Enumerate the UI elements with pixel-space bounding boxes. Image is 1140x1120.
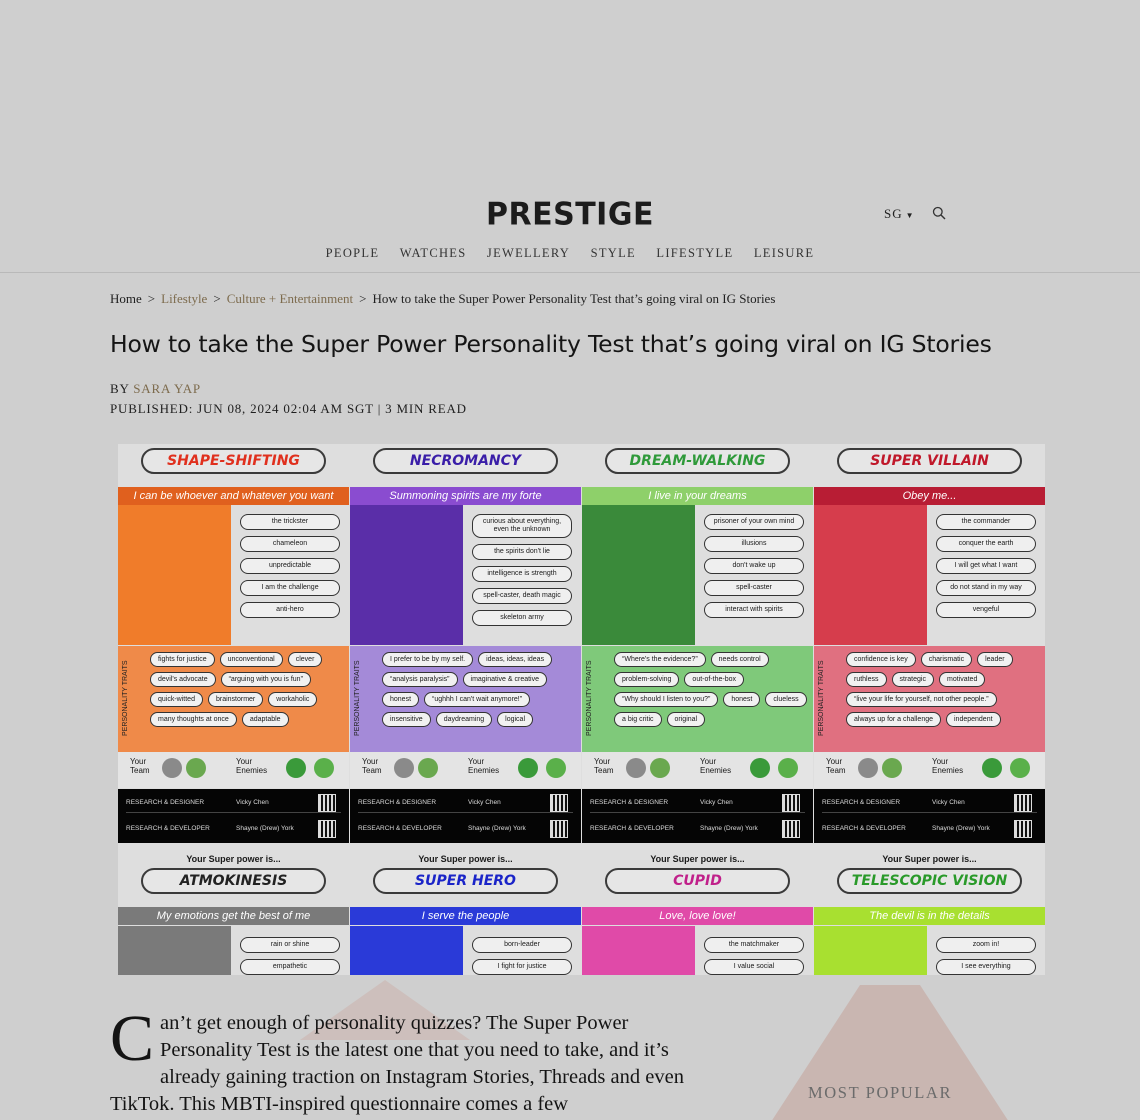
power-tag: conquer the earth: [936, 536, 1036, 552]
power-title: SUPER VILLAIN: [837, 448, 1022, 474]
trait-pill: problem-solving: [614, 672, 679, 687]
published-date: PUBLISHED: JUN 08, 2024 02:04 AM SGT | 3 MIN READ: [110, 401, 467, 416]
power-tag: the commander: [936, 514, 1036, 530]
team-icon: [394, 758, 414, 778]
team-row: [814, 752, 1045, 788]
enemy-icon: [286, 758, 306, 778]
trait-pill: insensitive: [382, 712, 431, 727]
credit-row: [126, 819, 341, 839]
power-tag: born-leader: [472, 937, 572, 953]
nav-people[interactable]: PEOPLE: [325, 246, 380, 260]
breadcrumb-current: How to take the Super Power Personality Test that’s going viral on IG Stories: [372, 291, 776, 306]
power-illustration: [814, 926, 927, 975]
power-illustration: [350, 926, 463, 975]
trait-pill: independent: [946, 712, 1001, 727]
power-illustration: [118, 926, 231, 975]
credit-row: [358, 793, 573, 813]
hero-image: [118, 444, 1045, 975]
traits-label: PERSONALITY TRAITS: [586, 660, 593, 736]
power-tags: [240, 514, 340, 624]
power-tag: spell-caster, death magic: [472, 588, 572, 604]
trait-pill: clever: [288, 652, 323, 667]
ad-space: [0, 0, 1140, 185]
power-title: TELESCOPIC VISION: [837, 868, 1022, 894]
team-icon: [186, 758, 206, 778]
personality-traits: [582, 646, 813, 752]
trait-pill: ruthless: [846, 672, 887, 687]
power-tag: don't wake up: [704, 558, 804, 574]
super-power-is-label: Your Super power is...: [882, 854, 977, 864]
enemy-icon: [778, 758, 798, 778]
trait-pill: imaginative & creative: [463, 672, 547, 687]
enemy-icon: [546, 758, 566, 778]
enemy-icon: [518, 758, 538, 778]
power-tag: the matchmaker: [704, 937, 804, 953]
breadcrumb-home[interactable]: Home: [110, 291, 142, 306]
power-tags: [936, 937, 1036, 975]
nav-leisure[interactable]: LEISURE: [753, 246, 815, 260]
credit-name: Shayne (Drew) York: [236, 825, 294, 832]
power-panel: [582, 444, 813, 975]
power-tagline: My emotions get the best of me: [118, 907, 349, 925]
power-illustration: [582, 926, 695, 975]
team-icon: [858, 758, 878, 778]
personality-traits: [118, 646, 349, 752]
trait-pill: “Why should I listen to you?”: [614, 692, 718, 707]
trait-pill: many thoughts at once: [150, 712, 237, 727]
trait-pill: “live your life for yourself, not other people.”: [846, 692, 997, 707]
trait-pill: logical: [497, 712, 533, 727]
power-tag: the trickster: [240, 514, 340, 530]
breadcrumb-culture[interactable]: Culture + Entertainment: [226, 291, 354, 306]
nav-lifestyle[interactable]: LIFESTYLE: [656, 246, 734, 260]
site-header: [0, 185, 1140, 273]
trait-pill: “Where's the evidence?”: [614, 652, 706, 667]
enemy-icon: [314, 758, 334, 778]
most-popular-heading: MOST POPULAR: [808, 1083, 953, 1102]
nav-jewellery[interactable]: JEWELLERY: [486, 246, 571, 260]
power-title: DREAM-WALKING: [605, 448, 790, 474]
power-tag: prisoner of your own mind: [704, 514, 804, 530]
power-tags: [704, 514, 804, 624]
power-tags: [704, 937, 804, 975]
qr-code-icon: [1015, 795, 1031, 811]
power-tag: I will get what I want: [936, 558, 1036, 574]
power-title: NECROMANCY: [373, 448, 558, 474]
enemy-icon: [982, 758, 1002, 778]
power-tags: [472, 514, 572, 632]
article-intro: [110, 1002, 710, 1118]
power-tag: vengeful: [936, 602, 1036, 618]
breadcrumb-lifestyle[interactable]: Lifestyle: [161, 291, 208, 306]
credit-row: [822, 793, 1037, 813]
intro-text: an’t get enough of personality quizzes? The Super Power Personality Test is the latest one that you need to take, and it’s already gaining traction on Instagram Stories, Threads and even TikTok. This MBTI-inspired questionnaire comes a few: [110, 1012, 684, 1115]
qr-code-icon: [1015, 821, 1031, 837]
trait-pill: out-of-the-box: [684, 672, 744, 687]
power-tag: unpredictable: [240, 558, 340, 574]
qr-code-icon: [551, 795, 567, 811]
trait-pill: original: [667, 712, 706, 727]
trait-pill: fights for justice: [150, 652, 215, 667]
credit-role: RESEARCH & DESIGNER: [358, 799, 437, 806]
trait-pill: “arguing with you is fun”: [221, 672, 311, 687]
region-selector[interactable]: [884, 206, 915, 222]
credit-name: Shayne (Drew) York: [700, 825, 758, 832]
team-icon: [650, 758, 670, 778]
credit-name: Vicky Chen: [236, 799, 269, 806]
enemy-icon: [1010, 758, 1030, 778]
credits-block: [118, 789, 349, 843]
breadcrumb: [110, 291, 775, 307]
power-tagline: I serve the people: [350, 907, 581, 925]
super-power-is-label: Your Super power is...: [418, 854, 513, 864]
qr-code-icon: [319, 795, 335, 811]
dropcap: C: [110, 1002, 155, 1075]
enemy-icon: [750, 758, 770, 778]
qr-code-icon: [551, 821, 567, 837]
credits-block: [814, 789, 1045, 843]
power-tag: I value social: [704, 959, 804, 975]
power-tagline: Love, love love!: [582, 907, 813, 925]
credit-row: [590, 819, 805, 839]
credit-name: Vicky Chen: [932, 799, 965, 806]
trait-pill: quick-witted: [150, 692, 203, 707]
traits-label: PERSONALITY TRAITS: [122, 660, 129, 736]
trait-pill: honest: [382, 692, 419, 707]
power-tags: [472, 937, 572, 975]
traits-grid: [382, 652, 577, 727]
qr-code-icon: [319, 821, 335, 837]
breadcrumb-separator: >: [359, 291, 367, 306]
team-label: Your Team: [130, 757, 150, 775]
team-row: [118, 752, 349, 788]
power-tagline: The devil is in the details: [814, 907, 1045, 925]
trait-pill: “ughhh I can't wait anymore!”: [424, 692, 530, 707]
page-title: How to take the Super Power Personality Test that’s going viral on IG Stories: [110, 330, 992, 358]
trait-pill: “analysis paralysis”: [382, 672, 458, 687]
credit-role: RESEARCH & DEVELOPER: [358, 825, 442, 832]
breadcrumb-separator: >: [213, 291, 221, 306]
credit-row: [358, 819, 573, 839]
credit-role: RESEARCH & DESIGNER: [590, 799, 669, 806]
traits-grid: [614, 652, 809, 727]
trait-pill: I prefer to be by my self.: [382, 652, 473, 667]
personality-traits: [350, 646, 581, 752]
super-power-is-label: Your Super power is...: [650, 854, 745, 864]
power-tag: illusions: [704, 536, 804, 552]
team-icon: [882, 758, 902, 778]
team-label: Your Team: [826, 757, 846, 775]
credit-row: [126, 793, 341, 813]
power-tag: chameleon: [240, 536, 340, 552]
enemies-label: Your Enemies: [236, 757, 268, 775]
trait-pill: unconventional: [220, 652, 283, 667]
power-illustration: [118, 505, 231, 645]
power-title: ATMOKINESIS: [141, 868, 326, 894]
power-panel: [118, 444, 349, 975]
power-tag: zoom in!: [936, 937, 1036, 953]
power-tag: empathetic: [240, 959, 340, 975]
trait-pill: honest: [723, 692, 760, 707]
credit-role: RESEARCH & DEVELOPER: [590, 825, 674, 832]
team-icon: [626, 758, 646, 778]
power-tag: intelligence is strength: [472, 566, 572, 582]
trait-pill: confidence is key: [846, 652, 916, 667]
qr-code-icon: [783, 821, 799, 837]
power-tag: curious about everything, even the unknown: [472, 514, 572, 538]
trait-pill: leader: [977, 652, 1012, 667]
byline: [110, 381, 201, 397]
byline-prefix: BY: [110, 381, 130, 396]
enemies-label: Your Enemies: [468, 757, 500, 775]
power-panel: [350, 444, 581, 975]
author-link[interactable]: SARA YAP: [133, 381, 201, 396]
credit-name: Shayne (Drew) York: [932, 825, 990, 832]
power-tag: I see everything: [936, 959, 1036, 975]
power-tag: anti-hero: [240, 602, 340, 618]
trait-pill: devil's advocate: [150, 672, 216, 687]
team-row: [582, 752, 813, 788]
power-tagline: I live in your dreams: [582, 487, 813, 505]
personality-traits: [814, 646, 1045, 752]
trait-pill: workaholic: [268, 692, 317, 707]
credit-role: RESEARCH & DEVELOPER: [822, 825, 906, 832]
nav-watches[interactable]: WATCHES: [399, 246, 467, 260]
team-icon: [418, 758, 438, 778]
power-title: SHAPE-SHIFTING: [141, 448, 326, 474]
super-power-is-label: Your Super power is...: [186, 854, 281, 864]
chevron-down-icon: ▼: [905, 210, 915, 220]
credit-name: Vicky Chen: [700, 799, 733, 806]
traits-grid: [150, 652, 345, 727]
power-tagline: Obey me...: [814, 487, 1045, 505]
credit-role: RESEARCH & DESIGNER: [126, 799, 205, 806]
trait-pill: clueless: [765, 692, 806, 707]
traits-grid: [846, 652, 1041, 727]
power-tags: [936, 514, 1036, 624]
traits-label: PERSONALITY TRAITS: [818, 660, 825, 736]
trait-pill: charismatic: [921, 652, 972, 667]
power-tags: [240, 937, 340, 975]
power-panel: [814, 444, 1045, 975]
team-label: Your Team: [594, 757, 614, 775]
power-title: CUPID: [605, 868, 790, 894]
power-tagline: I can be whoever and whatever you want: [118, 487, 349, 505]
trait-pill: brainstormer: [208, 692, 263, 707]
team-row: [350, 752, 581, 788]
credits-block: [350, 789, 581, 843]
traits-label: PERSONALITY TRAITS: [354, 660, 361, 736]
power-tag: skeleton army: [472, 610, 572, 626]
team-icon: [162, 758, 182, 778]
power-illustration: [582, 505, 695, 645]
credit-role: RESEARCH & DEVELOPER: [126, 825, 210, 832]
trait-pill: adaptable: [242, 712, 289, 727]
credit-row: [590, 793, 805, 813]
power-tag: do not stand in my way: [936, 580, 1036, 596]
credit-role: RESEARCH & DESIGNER: [822, 799, 901, 806]
trait-pill: a big critic: [614, 712, 662, 727]
power-tag: rain or shine: [240, 937, 340, 953]
qr-code-icon: [783, 795, 799, 811]
breadcrumb-separator: >: [147, 291, 156, 306]
team-label: Your Team: [362, 757, 382, 775]
trait-pill: needs control: [711, 652, 769, 667]
enemies-label: Your Enemies: [700, 757, 732, 775]
main-nav: [0, 246, 1140, 261]
power-tagline: Summoning spirits are my forte: [350, 487, 581, 505]
power-illustration: [350, 505, 463, 645]
trait-pill: strategic: [892, 672, 934, 687]
power-tag: spell-caster: [704, 580, 804, 596]
credit-name: Vicky Chen: [468, 799, 501, 806]
power-title: SUPER HERO: [373, 868, 558, 894]
credit-row: [822, 819, 1037, 839]
trait-pill: always up for a challenge: [846, 712, 941, 727]
nav-style[interactable]: STYLE: [590, 246, 636, 260]
power-tag: I am the challenge: [240, 580, 340, 596]
power-tag: the spirits don't lie: [472, 544, 572, 560]
power-tag: I fight for justice: [472, 959, 572, 975]
search-icon[interactable]: [932, 206, 946, 220]
enemies-label: Your Enemies: [932, 757, 964, 775]
power-tag: interact with spirits: [704, 602, 804, 618]
credits-block: [582, 789, 813, 843]
power-illustration: [814, 505, 927, 645]
prestige-logo[interactable]: PRESTIGE: [486, 196, 654, 233]
trait-pill: ideas, ideas, ideas: [478, 652, 552, 667]
trait-pill: motivated: [939, 672, 985, 687]
trait-pill: daydreaming: [436, 712, 492, 727]
region-label: SG: [884, 206, 903, 221]
credit-name: Shayne (Drew) York: [468, 825, 526, 832]
